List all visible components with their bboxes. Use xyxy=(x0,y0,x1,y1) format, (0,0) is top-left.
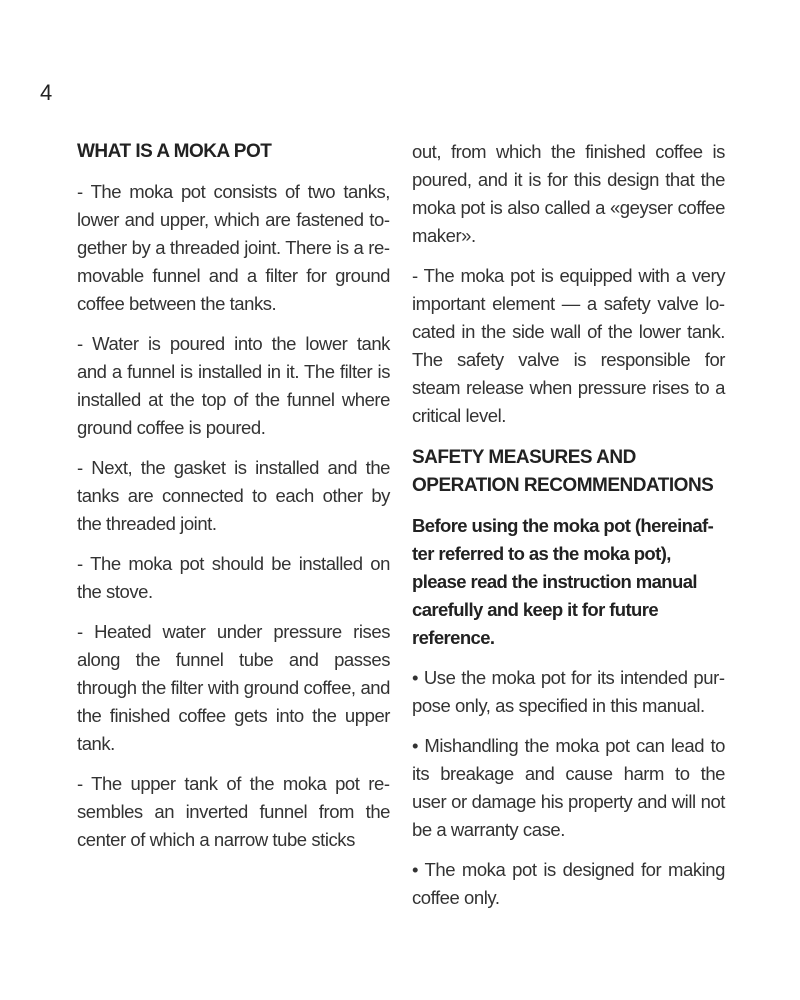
section-heading-what-is-moka-pot: WHAT IS A MOKA POT xyxy=(77,141,272,162)
paragraph-continued: out, from which the finished coffee is poured, and it is for this design that the moka pot is also called a «geyser coffee maker». xyxy=(412,141,725,246)
paragraph: - The upper tank of the moka pot resembles an inverted funnel from the center of which a narrow tube sticks xyxy=(77,773,390,850)
intro-bold-paragraph: Before using the moka pot (hereinafter referred to as the moka pot), please read the instruction manual carefully and keep it for future reference. xyxy=(412,515,714,648)
bullet-item: • Mishandling the moka pot can lead to its breakage and cause harm to the user or damage his property and will not be a warranty case. xyxy=(412,735,725,840)
left-column xyxy=(77,138,390,866)
paragraph: - Heated water under pressure rises along the funnel tube and passes through the filter with ground coffee, and the finished coffee gets into the upper tank. xyxy=(77,621,390,754)
paragraph: - The moka pot should be installed on the stove. xyxy=(77,553,390,602)
page-number: 4 xyxy=(40,80,53,105)
paragraph: - The moka pot consists of two tanks, lower and upper, which are fastened together by a threaded joint. There is a removable funnel and a filter for ground coffee between the tanks. xyxy=(77,181,390,314)
bullet-item: • The moka pot is designed for making coffee only. xyxy=(412,859,725,908)
paragraph: - Next, the gasket is installed and the tanks are connected to each other by the threaded joint. xyxy=(77,457,390,534)
paragraph: - Water is poured into the lower tank and a funnel is installed in it. The filter is installed at the top of the funnel where ground coffee is poured. xyxy=(77,333,390,438)
paragraph: - The moka pot is equipped with a very important element — a safety valve located in the side wall of the lower tank. The safety valve is responsible for steam release when pressure rises to a critical level. xyxy=(412,265,725,426)
right-column xyxy=(412,138,725,924)
section-heading-safety-measures: SAFETY MEASURES AND OPERATION RECOMMENDATIONS xyxy=(412,447,714,496)
bullet-item: • Use the moka pot for its intended purpose only, as specified in this manual. xyxy=(412,667,725,716)
